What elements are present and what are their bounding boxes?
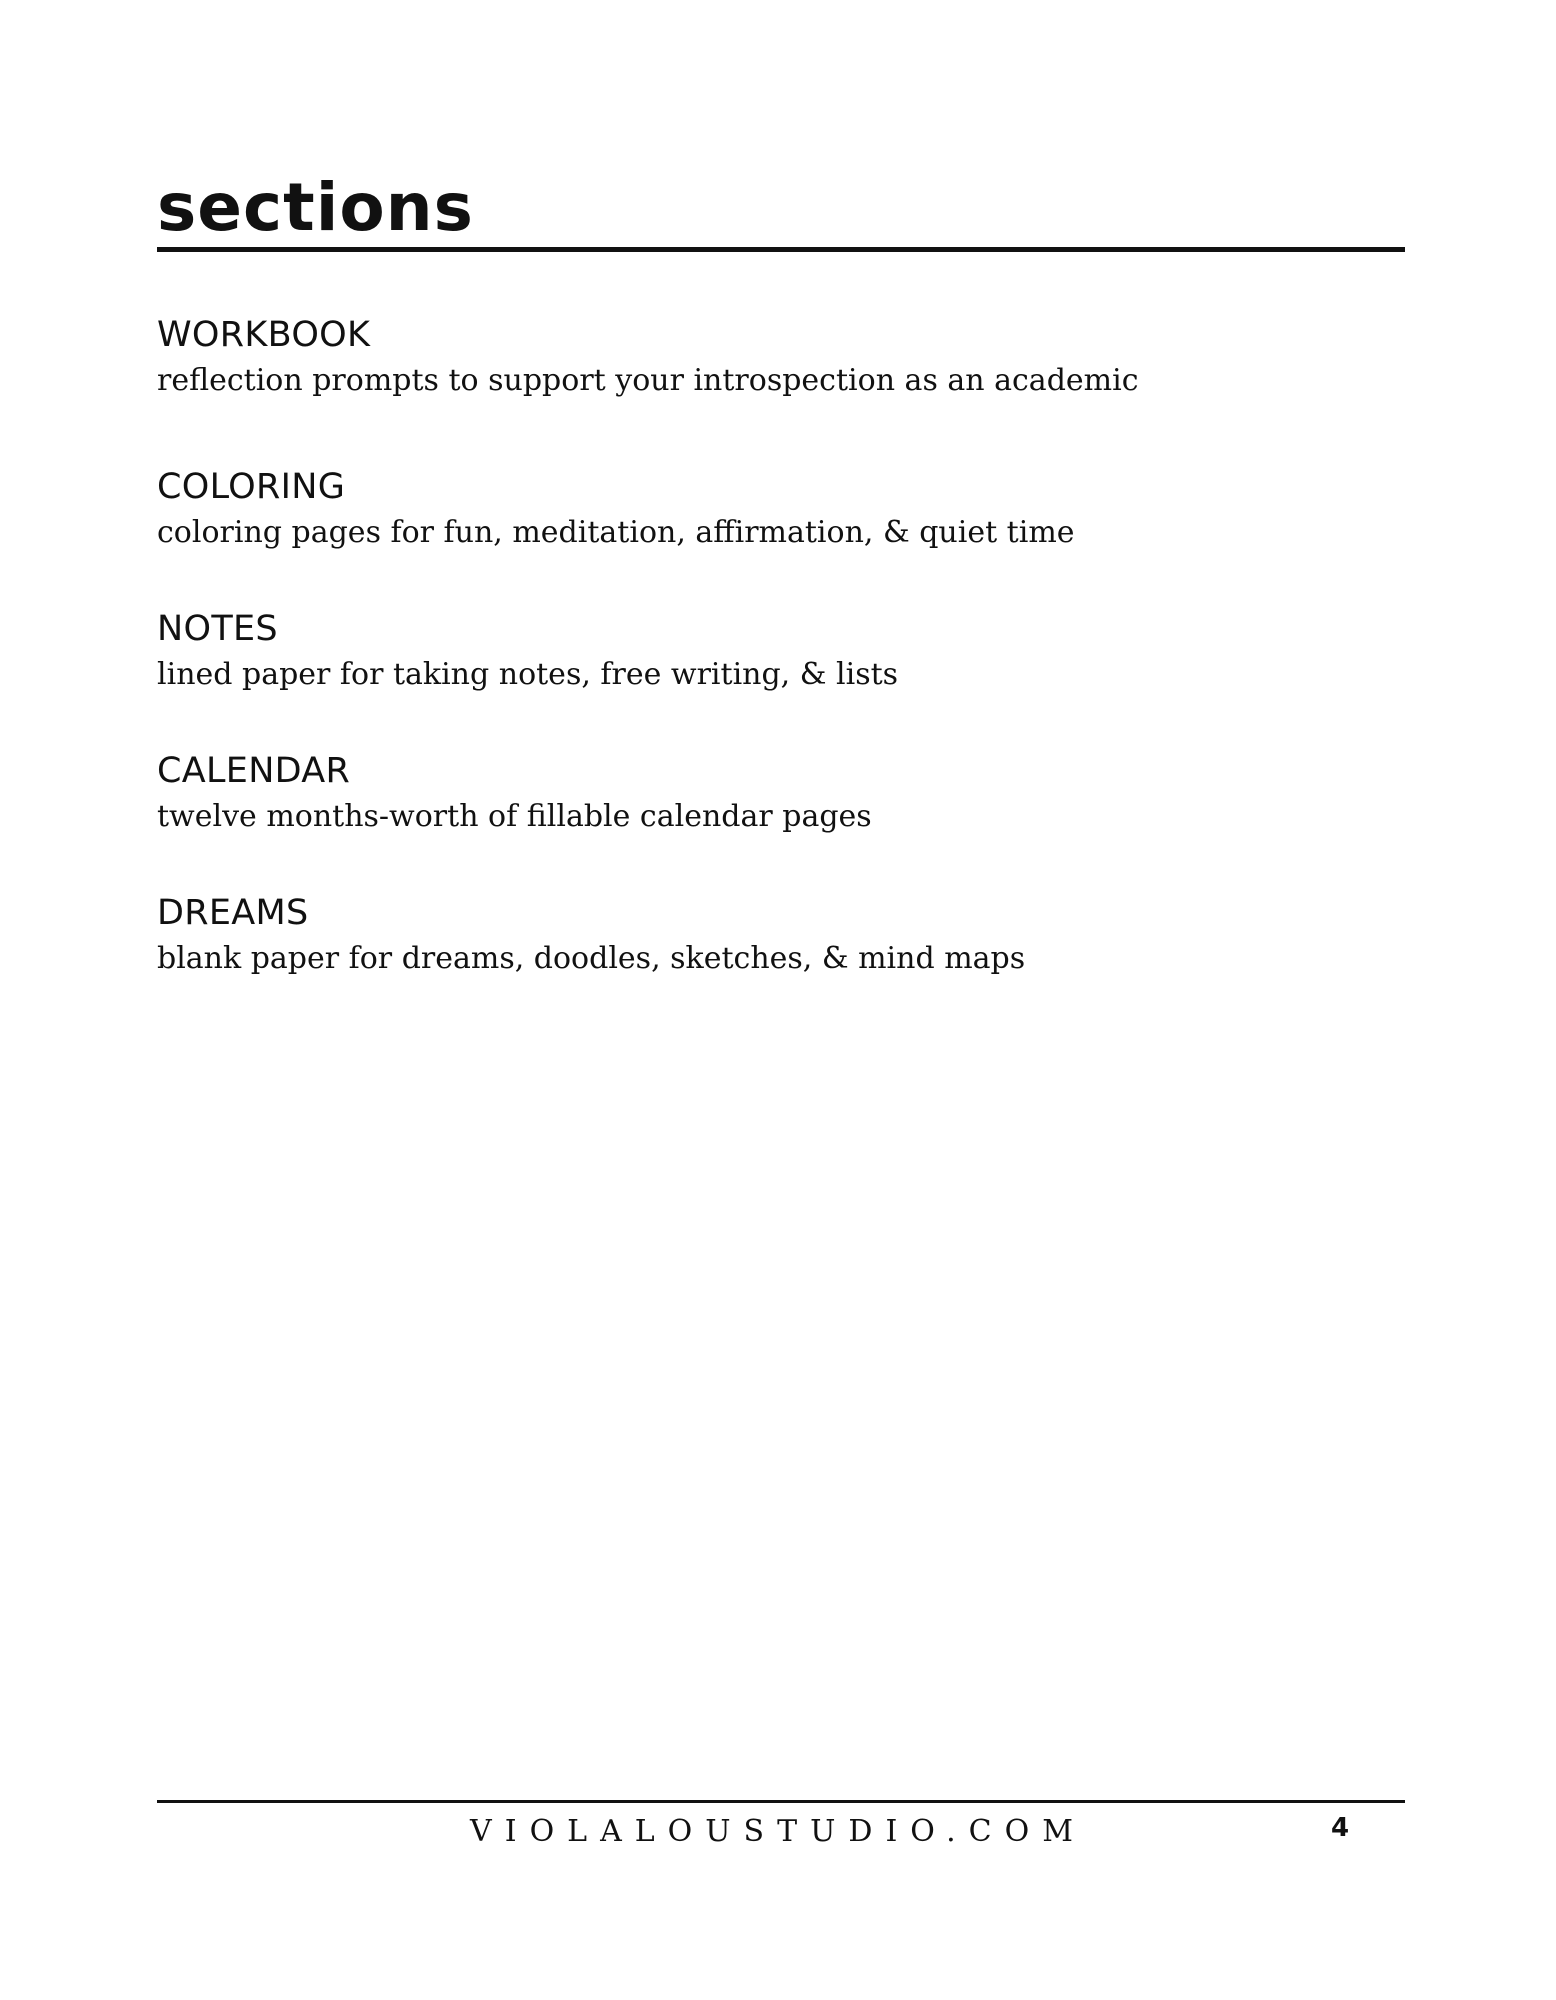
section-coloring: [157, 464, 1397, 556]
section-description: lined paper for taking notes, free writing, & lists: [157, 657, 899, 692]
section-heading: DREAMS: [157, 893, 309, 933]
section-description: twelve months-worth of fillable calendar pages: [157, 799, 872, 834]
title-underline: [157, 247, 1405, 252]
footer-divider: [157, 1800, 1405, 1803]
section-heading: COLORING: [157, 467, 346, 507]
section-dreams: [157, 890, 1397, 982]
section-heading: NOTES: [157, 609, 278, 649]
page-title: sections: [157, 169, 474, 246]
page-number: 4: [1330, 1813, 1350, 1843]
section-heading: WORKBOOK: [157, 315, 371, 355]
section-workbook: [157, 312, 1397, 404]
section-description: coloring pages for fun, meditation, affirmation, & quiet time: [157, 515, 1075, 550]
section-description: reflection prompts to support your introspection as an academic: [157, 363, 1139, 398]
section-notes: [157, 606, 1397, 698]
footer-website: VIOLALOUSTUDIO.COM: [470, 1814, 1086, 1849]
section-heading: CALENDAR: [157, 751, 351, 791]
section-calendar: [157, 748, 1397, 840]
section-description: blank paper for dreams, doodles, sketches, & mind maps: [157, 941, 1026, 976]
